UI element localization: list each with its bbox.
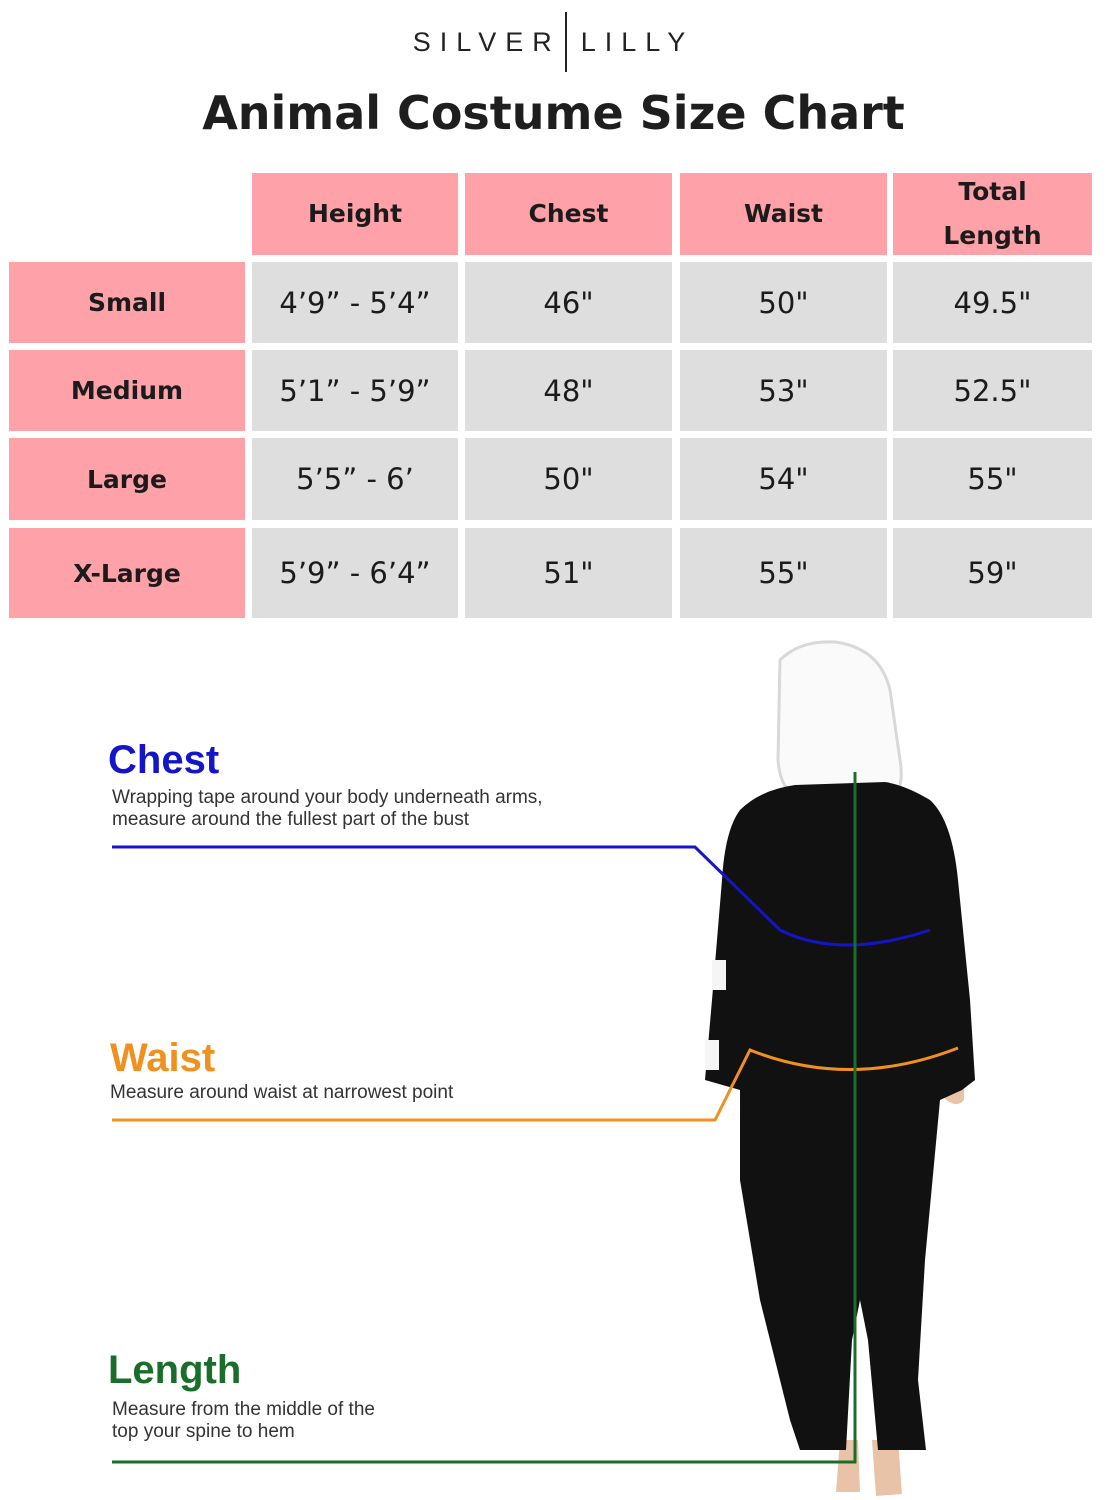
cell-small-length: 49.5" xyxy=(893,262,1092,343)
cell-medium-waist: 53" xyxy=(680,350,887,431)
column-header-height: Height xyxy=(252,173,458,255)
row-header-x-large: X-Large xyxy=(9,528,245,618)
row-header-small: Small xyxy=(9,262,245,343)
cell-large-height: 5’5” - 6’ xyxy=(252,438,458,520)
row-header-large: Large xyxy=(9,438,245,520)
column-header-chest: Chest xyxy=(465,173,672,255)
column-header-waist: Waist xyxy=(680,173,887,255)
onesie-body-illustration xyxy=(705,782,975,1450)
brand-left: SILVER xyxy=(412,26,561,57)
chest-label: Chest xyxy=(108,738,220,782)
page-title: Animal Costume Size Chart xyxy=(202,86,905,140)
brand-logo xyxy=(0,12,1107,72)
chest-description-line2: measure around the fullest part of the bust xyxy=(112,809,469,830)
sleeve-stripe-left xyxy=(712,960,726,990)
hood-illustration xyxy=(778,642,901,800)
cell-small-chest: 46" xyxy=(465,262,672,343)
chest-description-line1: Wrapping tape around your body underneath arms, xyxy=(112,787,543,808)
cell-small-height: 4’9” - 5’4” xyxy=(252,262,458,343)
column-header-total-length: Total Length xyxy=(893,173,1092,255)
cell-large-length: 55" xyxy=(893,438,1092,520)
length-label: Length xyxy=(108,1348,242,1392)
sleeve-stripe-left-2 xyxy=(705,1040,719,1070)
cell-x-large-length: 59" xyxy=(893,528,1092,618)
waist-label: Waist xyxy=(110,1036,216,1080)
brand-divider xyxy=(565,12,567,72)
brand-right: LILLY xyxy=(580,26,695,57)
cell-x-large-chest: 51" xyxy=(465,528,672,618)
cell-small-waist: 50" xyxy=(680,262,887,343)
cell-medium-chest: 48" xyxy=(465,350,672,431)
waist-description: Measure around waist at narrowest point xyxy=(110,1082,454,1103)
length-description-line1: Measure from the middle of the xyxy=(112,1399,375,1420)
cell-x-large-waist: 55" xyxy=(680,528,887,618)
row-header-medium: Medium xyxy=(9,350,245,431)
cell-medium-height: 5’1” - 5’9” xyxy=(252,350,458,431)
cell-large-waist: 54" xyxy=(680,438,887,520)
cell-x-large-height: 5’9” - 6’4” xyxy=(252,528,458,618)
length-description-line2: top your spine to hem xyxy=(112,1421,295,1442)
cell-medium-length: 52.5" xyxy=(893,350,1092,431)
cell-large-chest: 50" xyxy=(465,438,672,520)
